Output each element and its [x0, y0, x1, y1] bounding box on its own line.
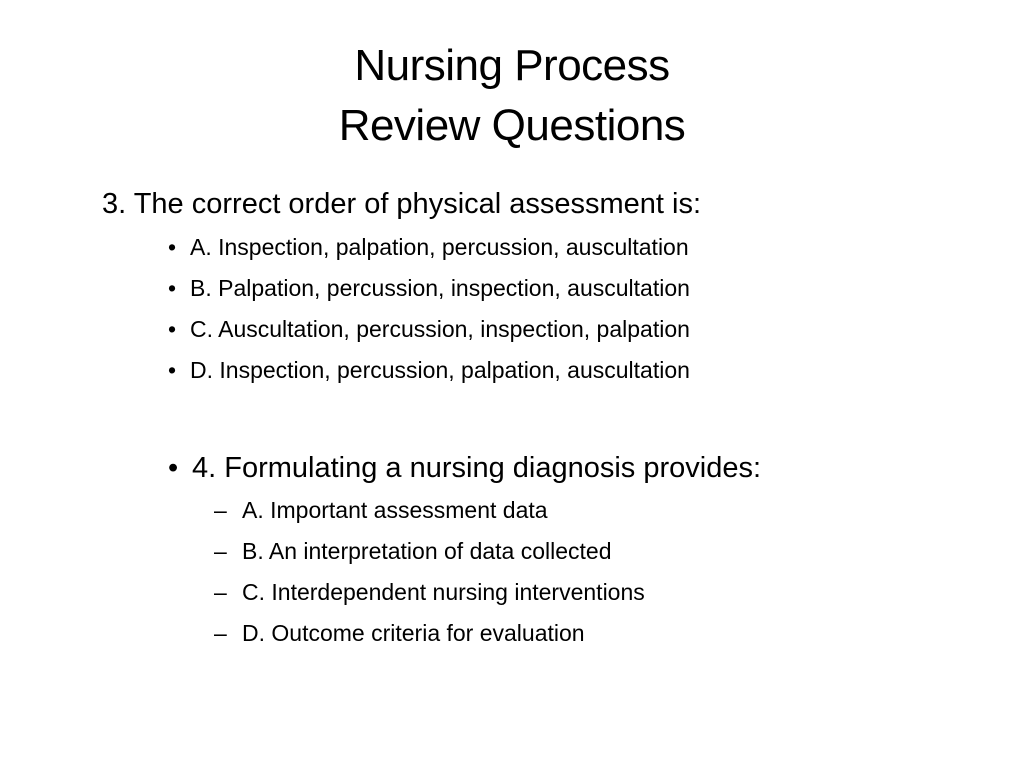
dash-marker: –: [214, 497, 227, 523]
title-line-1: Nursing Process: [354, 41, 670, 90]
option-text: B. An interpretation of data collected: [242, 538, 612, 564]
slide-title: [0, 36, 1024, 156]
option-text: A. Important assessment data: [242, 497, 548, 523]
option-text: C. Auscultation, percussion, inspection, palpation: [190, 316, 690, 342]
question-3-option-c: [168, 314, 690, 344]
bullet-marker: •: [168, 234, 177, 260]
dash-marker: –: [214, 538, 227, 564]
option-text: D. Inspection, percussion, palpation, auscultation: [190, 357, 690, 383]
question-3-option-a: [168, 232, 689, 262]
option-text: A. Inspection, palpation, percussion, auscultation: [190, 234, 689, 260]
bullet-marker: •: [168, 452, 179, 484]
question-3-option-d: [168, 355, 690, 385]
bullet-marker: •: [168, 357, 177, 383]
question-4-option-a: [214, 495, 548, 525]
bullet-marker: •: [168, 316, 177, 342]
question-4-option-d: [214, 618, 585, 648]
question-4-option-b: [214, 536, 612, 566]
question-3-stem: 3. The correct order of physical assessment is:: [102, 188, 702, 220]
title-line-2: Review Questions: [338, 101, 686, 150]
question-4-option-c: [214, 577, 645, 607]
option-text: C. Interdependent nursing interventions: [242, 579, 645, 605]
question-3-option-b: [168, 273, 690, 303]
dash-marker: –: [214, 620, 227, 646]
option-text: B. Palpation, percussion, inspection, auscultation: [190, 275, 690, 301]
question-4-stem: 4. Formulating a nursing diagnosis provides:: [192, 452, 762, 484]
question-4-stem-line: [168, 450, 762, 486]
bullet-marker: •: [168, 275, 177, 301]
option-text: D. Outcome criteria for evaluation: [242, 620, 585, 646]
dash-marker: –: [214, 579, 227, 605]
